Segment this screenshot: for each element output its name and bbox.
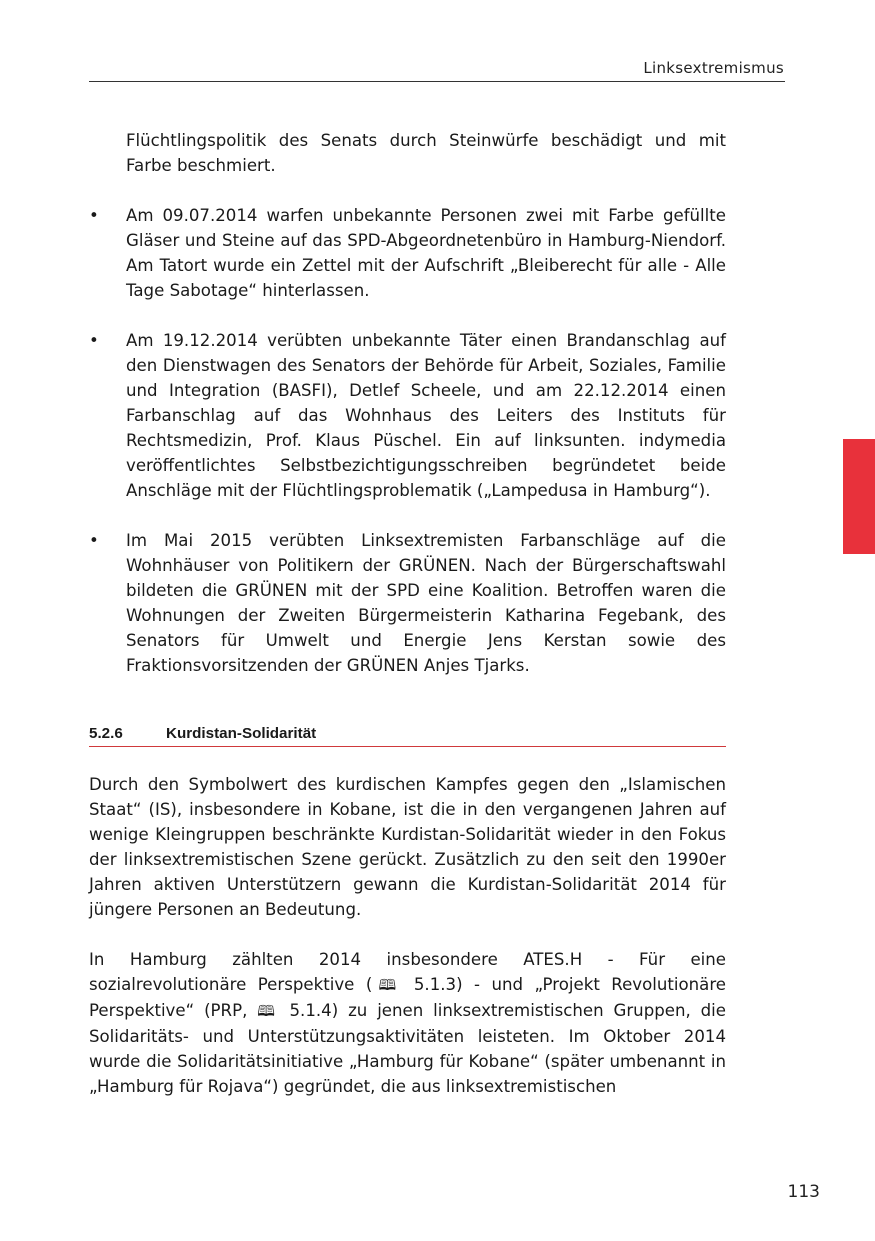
body-paragraph: Durch den Symbolwert des kurdischen Kampfes gegen den „Islamischen Staat“ (IS), insbesondere in Kobane, ist die in den vergangenen Jahren auf wenige Kleingruppen beschränkte Kurdistan-Solidarität wieder in den Fokus der linksextremistischen Szene gerückt. Zusätzlich zu den seit den 1990er Jahren aktiven Unterstützern gewann die Kurdistan-Solidarität 2014 für jüngere Personen an Bedeutung. [89,775,726,919]
header-rule [89,81,785,82]
cross-reference: 5.1.3 [413,975,457,994]
paragraph-text: ) - und „Projekt Revolutionäre Perspektive“ (PRP, [89,975,727,1020]
bullet-marker: • [89,531,99,550]
section-title: Kurdistan-Solidarität [166,725,317,742]
bullet-marker: • [89,206,99,225]
page-number: 113 [787,1182,820,1202]
list-item-text: Am 19.12.2014 verübten unbekannte Täter einen Brandanschlag auf den Dienstwagen des Senators der Behörde für Arbeit, Soziales, Familie und Integration (BASFI), Detlef Scheele, und am 22.12.2014 einen Farbanschlag auf das Wohnhaus des Leiters des Instituts für Rechtsmedizin, Prof. Klaus Püschel. Ein auf linksunten. indymedia veröffentlichtes Selbstbezichtigungsschreiben begründetet beide Anschläge mit der Flüchtlingsproblematik („Lampedusa in Hamburg“). [126,331,726,500]
list-item [89,528,726,678]
list-item-text: Im Mai 2015 verübten Linksextremisten Farbanschläge auf die Wohnhäuser von Politikern der GRÜNEN. Nach der Bürgerschaftswahl bildeten die GRÜNEN mit der SPD eine Koalition. Betroffen waren die Wohnungen der Zweiten Bürgermeisterin Katharina Fegebank, des Senators für Umwelt und Energie Jens Kerstan sowie des Fraktionsvorsitzenden der GRÜNEN Anjes Tjarks. [126,531,726,675]
paragraph-text: ) zu jenen linksextremistischen Gruppen, die Solidaritäts- und Unterstützungsaktivitäten leisteten. Im Oktober 2014 wurde die Solidaritätsinitiative „Hamburg für Kobane“ (später umbenannt in „Hamburg für Rojava“) gegründet, die aus linksextremistischen [89,1001,727,1096]
continuation-paragraph: Flüchtlingspolitik des Senats durch Steinwürfe beschädigt und mit Farbe beschmiert. [126,131,726,175]
book-icon: 🕮 [257,1002,280,1020]
paragraph-text: In Hamburg zählten 2014 insbesondere ATES.H - Für eine sozialrevolutionäre Perspektive ( [89,950,726,994]
section-heading [89,721,726,747]
running-header: Linksextremismus [643,59,784,77]
list-item [89,328,726,503]
chapter-side-tab [843,439,875,554]
body-paragraph [89,947,726,1099]
book-icon: 🕮 [372,976,403,994]
section-number: 5.2.6 [89,725,123,742]
cross-reference: 5.1.4 [289,1001,332,1020]
bullet-marker: • [89,331,99,350]
list-item-text: Am 09.07.2014 warfen unbekannte Personen zwei mit Farbe gefüllte Gläser und Steine auf das SPD-Abgeordnetenbüro in Hamburg-Niendorf. Am Tatort wurde ein Zettel mit der Aufschrift „Bleiberecht für alle - Alle Tage Sabotage“ hinterlassen. [126,206,726,300]
page-content [89,128,726,1099]
list-item [89,203,726,303]
